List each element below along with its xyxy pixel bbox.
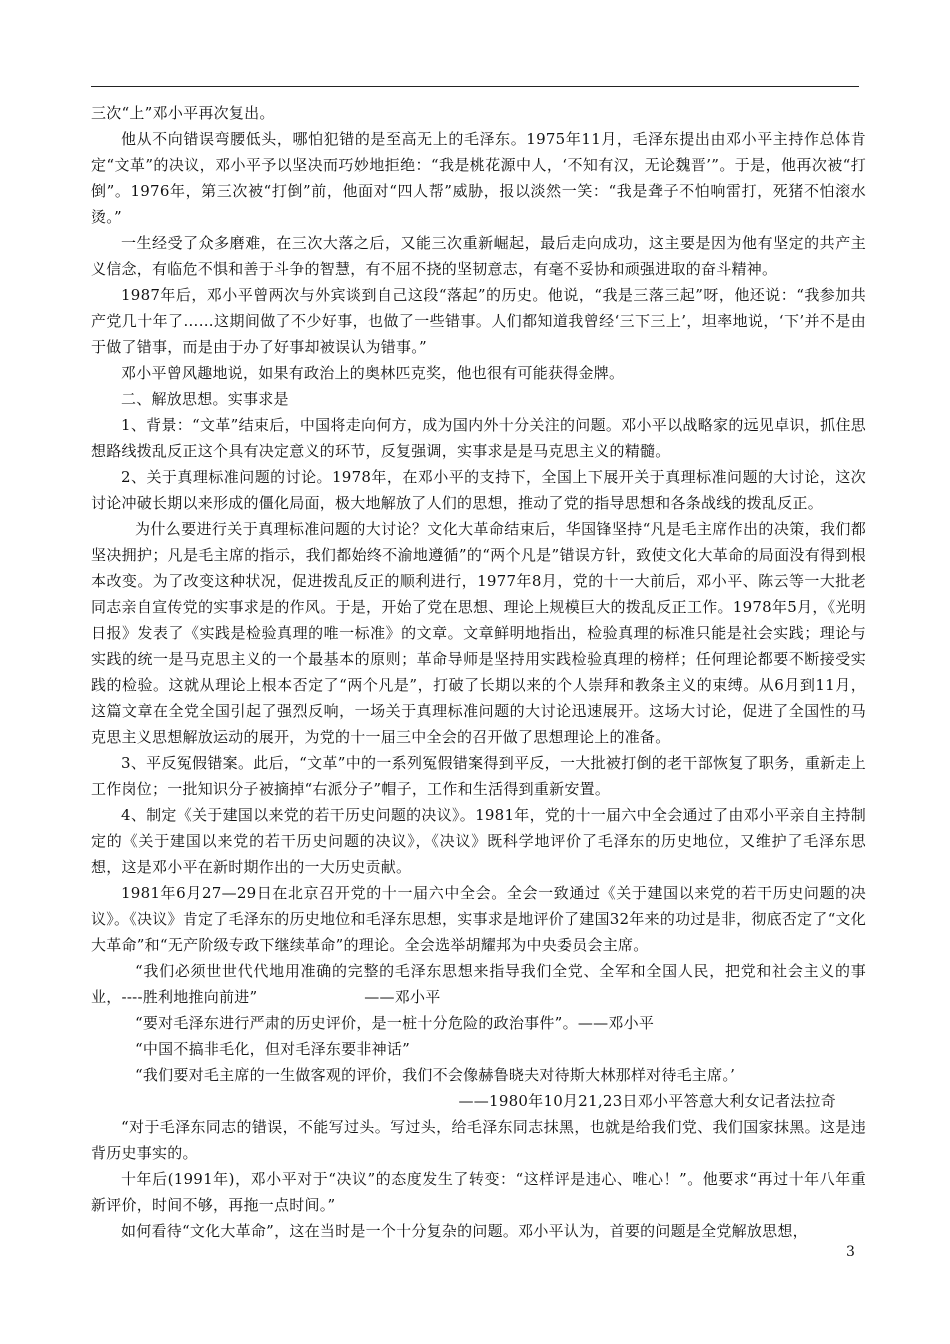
paragraph: 1987年后，邓小平曾两次与外宾谈到自己这段“落起”的历史。他说，“我是三落三起”呀，他还说：“我参加共产党几十年了……这期间做了不少好事，也做了一些错事。人们都知道我曾经‘三下三上’，坦率地说，‘下’并不是由于做了错事，而是由于办了好事却被误认为错事。” <box>91 286 866 356</box>
paragraph: 3、平反冤假错案。此后，“文革”中的一系列冤假错案得到平反，一大批被打倒的老干部恢复了职务，重新走上工作岗位；一批知识分子被摘掉“右派分子”帽子，工作和生活得到重新安置。 <box>91 754 866 798</box>
document-body <box>91 100 866 1244</box>
quote: “我们要对毛主席的一生做客观的评价，我们不会像赫鲁晓夫对待斯大林那样对待毛主席。’ <box>135 1066 736 1084</box>
quote-attribution: ——1980年10月21,23日邓小平答意大利女记者法拉奇 <box>458 1092 836 1110</box>
quote: “我们必须世世代代地用准确的完整的毛泽东思想来指导我们全党、全军和全国人民，把党和社会主义的事业，----胜利地推向前进” ——邓小平 <box>91 962 866 1006</box>
quote: “中国不搞非毛化，但对毛泽东要非神话” <box>135 1040 411 1058</box>
paragraph: 他从不向错误弯腰低头，哪怕犯错的是至高无上的毛泽东。1975年11月，毛泽东提出由邓小平主持作总体肯定“文革”的决议，邓小平予以坚决而巧妙地拒绝：“我是桃花源中人，‘不知有汉，无论魏晋’”。于是，他再次被“打倒”。1976年，第三次被“打倒”前，他面对“四人帮”威胁，报以淡然一笑：“我是聋子不怕响雷打，死猪不怕滚水烫。” <box>91 130 866 226</box>
paragraph: 三次“上”邓小平再次复出。 <box>91 104 275 122</box>
paragraph: 4、制定《关于建国以来党的若干历史问题的决议》。1981年，党的十一届六中全会通过了由邓小平亲自主持制定的《关于建国以来党的若干历史问题的决议》，《决议》既科学地评价了毛泽东的历史地位，又维护了毛泽东思想，这是邓小平在新时期作出的一大历史贡献。 <box>91 806 866 876</box>
section-heading: 二、解放思想。实事求是 <box>121 390 289 408</box>
header-rule <box>91 86 859 87</box>
paragraph: 一生经受了众多磨难，在三次大落之后，又能三次重新崛起，最后走向成功，这主要是因为他有坚定的共产主义信念，有临危不惧和善于斗争的智慧，有不屈不挠的坚韧意志，有毫不妥协和顽强进取的奋斗精神。 <box>91 234 866 278</box>
paragraph: 邓小平曾风趣地说，如果有政治上的奥林匹克奖，他也很有可能获得金牌。 <box>121 364 625 382</box>
paragraph: 如何看待“文化大革命”，这在当时是一个十分复杂的问题。邓小平认为，首要的问题是全党解放思想， <box>121 1222 808 1240</box>
paragraph: 2、关于真理标准问题的讨论。1978年，在邓小平的支持下，全国上下展开关于真理标准问题的大讨论，这次讨论冲破长期以来形成的僵化局面，极大地解放了人们的思想，推动了党的指导思想和各条战线的拨乱反正。 <box>91 468 866 512</box>
paragraph: 1、背景：“文革”结束后，中国将走向何方，成为国内外十分关注的问题。邓小平以战略家的远见卓识，抓住思想路线拨乱反正这个具有决定意义的环节，反复强调，实事求是是马克思主义的精髓。 <box>91 416 866 460</box>
paragraph: 十年后(1991年)，邓小平对于“决议”的态度发生了转变：“这样评是违心、唯心！”。他要求“再过十年八年重新评价，时间不够，再拖一点时间。” <box>91 1170 866 1214</box>
quote: “对于毛泽东同志的错误，不能写过头。写过头，给毛泽东同志抹黑，也就是给我们党、我们国家抹黑。这是违背历史事实的。 <box>91 1118 866 1162</box>
quote: “要对毛泽东进行严肃的历史评价，是一桩十分危险的政治事件”。——邓小平 <box>135 1014 655 1032</box>
paragraph: 为什么要进行关于真理标准问题的大讨论？文化大革命结束后，华国锋坚持“凡是毛主席作出的决策，我们都坚决拥护；凡是毛主席的指示，我们都始终不渝地遵循”的“两个凡是”错误方针，致使文化大革命的局面没有得到根本改变。为了改变这种状况，促进拨乱反正的顺利进行，1977年8月，党的十一大前后，邓小平、陈云等一大批老同志亲自宣传党的实事求是的作风。于是，开始了党在思想、理论上规模巨大的拨乱反正工作。1978年5月，《光明日报》发表了《实践是检验真理的唯一标准》的文章。文章鲜明地指出，检验真理的标准只能是社会实践；理论与实践的统一是马克思主义的一个最基本的原则；革命导师是坚持用实践检验真理的榜样；任何理论都要不断接受实践的检验。这就从理论上根本否定了“两个凡是”，打破了长期以来的个人崇拜和教条主义的束缚。从6月到11月，这篇文章在全党全国引起了强烈反响，一场关于真理标准问题的大讨论迅速展开。这场大讨论，促进了全国性的马克思主义思想解放运动的展开，为党的十一届三中全会的召开做了思想理论上的准备。 <box>91 520 866 746</box>
paragraph: 1981年6月27—29日在北京召开党的十一届六中全会。全会一致通过《关于建国以来党的若干历史问题的决议》。《决议》肯定了毛泽东的历史地位和毛泽东思想，实事求是地评价了建国32年来的功过是非，彻底否定了“文化大革命”和“无产阶级专政下继续革命”的理论。全会选举胡耀邦为中央委员会主席。 <box>91 884 867 954</box>
page-number: 3 <box>846 1244 855 1260</box>
